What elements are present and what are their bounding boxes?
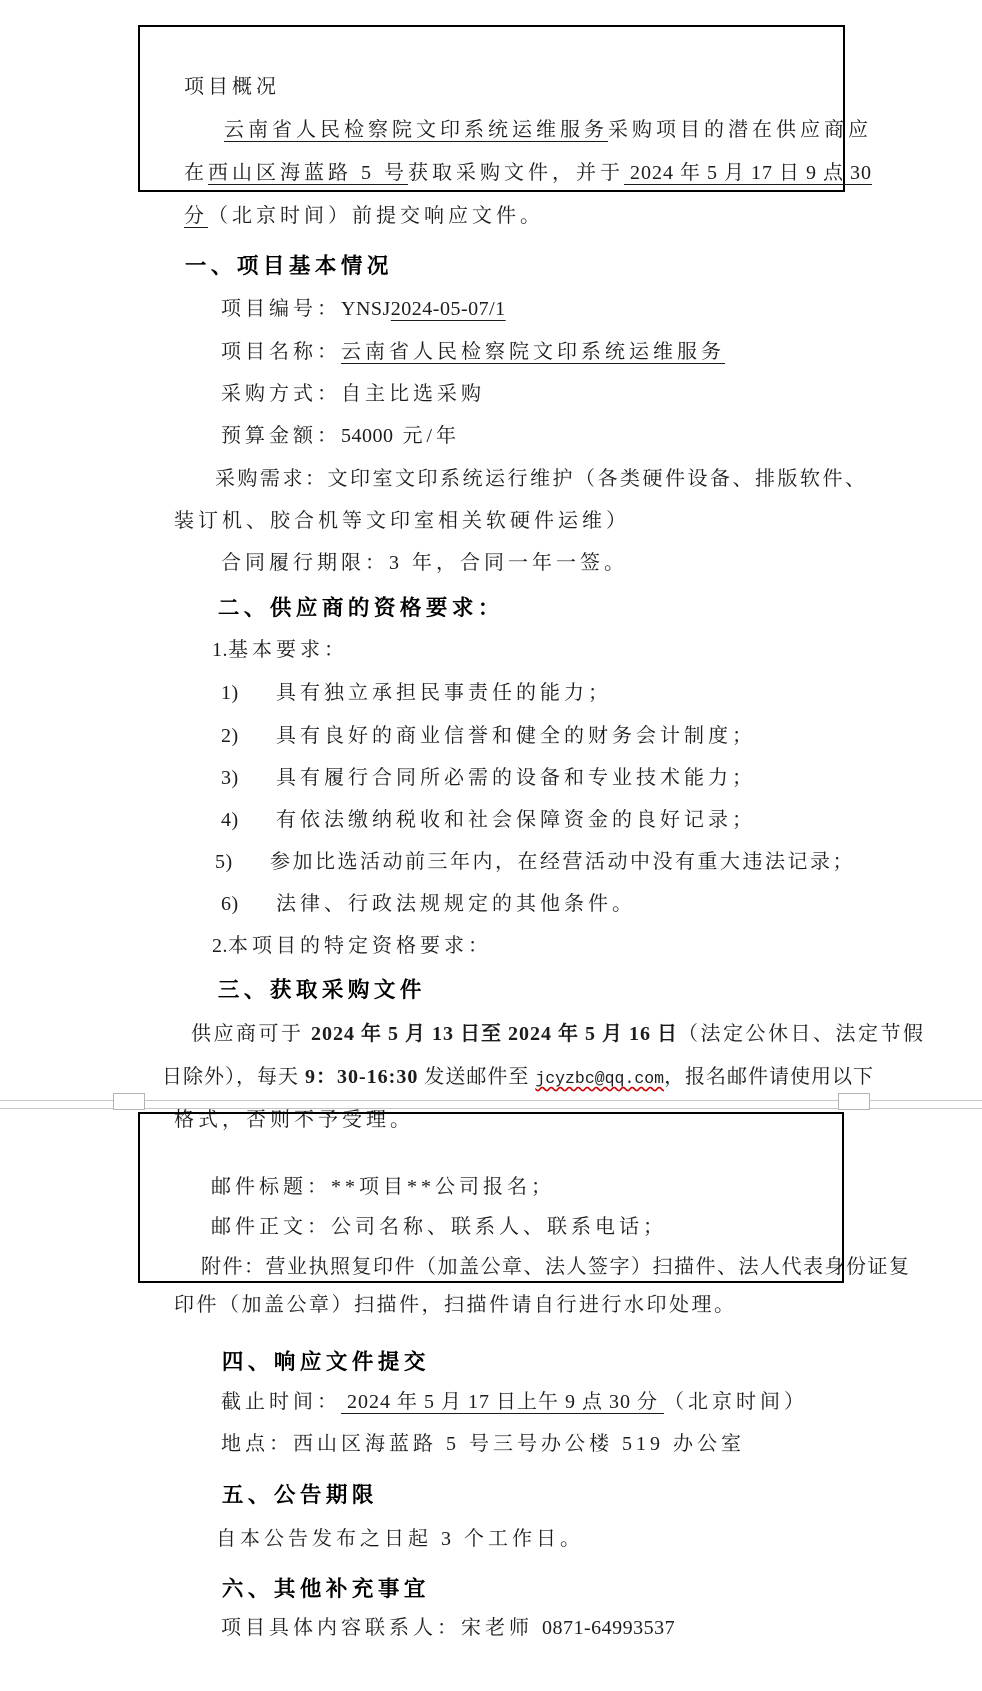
- obtain-docs-line-3: [138, 1057, 414, 1131]
- obtain-docs-line-2: [138, 1014, 875, 1088]
- submission-deadline-line: [185, 1339, 808, 1413]
- section6-heading-text: 六、其他补充事宜: [221, 1577, 430, 1601]
- page-corner-mark-left: [113, 1093, 145, 1110]
- section1-heading-text: 一、项目基本情况: [184, 254, 393, 278]
- demand-line-2: [138, 458, 630, 532]
- overview-line3-pre: 在: [184, 162, 208, 184]
- item-number: 2): [221, 725, 239, 747]
- overview-line3-mid: 获取采购文件，并于: [408, 162, 624, 184]
- email-subject-text: 邮件标题：**项目**公司报名；: [211, 1176, 555, 1198]
- item-number: 1): [221, 682, 239, 704]
- overview-line4-rest: （北京时间）前提交响应文件。: [208, 205, 544, 227]
- special-requirements-no: 2.: [212, 935, 228, 957]
- obtain-docs2-pre: 日除外），每天: [162, 1066, 305, 1088]
- email-subject-line: [175, 1124, 555, 1198]
- section6-heading: [180, 1526, 430, 1601]
- project-number-prefix: YNSJ: [341, 298, 391, 320]
- page-corner-mark-right: [838, 1093, 870, 1110]
- email-body-text: 邮件正文：公司名称、联系人、联系电话；: [211, 1216, 667, 1238]
- overview-line-2: [188, 67, 872, 141]
- overview-line-4: [148, 153, 544, 227]
- obtain-docs-line-1: [161, 971, 926, 1045]
- email-attachment-line-2: [144, 1242, 737, 1316]
- email-body-line: [175, 1164, 667, 1238]
- overview-line2-rest: 采购项目的潜在供应商应: [608, 119, 872, 141]
- contact-label: 项目具体内容联系人：宋老师: [221, 1617, 542, 1639]
- project-name-line: [185, 289, 725, 363]
- project-name-label: 项目名称：: [221, 341, 341, 363]
- budget-label: 预算金额：: [221, 425, 341, 447]
- email-attachment1-text: 附件：营业执照复印件（加盖公章、法人签字）扫描件、法人代表身份证复: [201, 1256, 911, 1278]
- qualification-item: [185, 757, 756, 831]
- deadline-date-underlined: 2024 年 5 月 17 日 9 点 30: [624, 162, 872, 184]
- item-text: 法律、行政法规规定的其他条件。: [276, 893, 636, 915]
- submission-location-line: [185, 1381, 745, 1455]
- qualification-item: [185, 630, 612, 704]
- qualification-item: [185, 841, 636, 915]
- item-text: 参加比选活动前三年内，在经营活动中没有重大违法记录；: [270, 851, 855, 873]
- section5-heading: [180, 1432, 378, 1507]
- item-text: 具有独立承担民事责任的能力；: [276, 682, 612, 704]
- overview-title: [148, 24, 280, 98]
- qualification-item: [185, 673, 756, 747]
- demand-line1-text: 采购需求：文印室文印系统运行维护（各类硬件设备、排版软件、: [215, 468, 868, 490]
- procurement-method-line: [185, 331, 485, 405]
- contact-line: [185, 1565, 676, 1639]
- contact-phone: 0871-64993537: [542, 1617, 676, 1639]
- address-underlined: 西山区海蓝路 5 号: [208, 162, 408, 184]
- item-text: 具有履行合同所必需的设备和专业技术能力；: [276, 767, 756, 789]
- special-requirements-line: [176, 883, 492, 957]
- project-name-value: 云南省人民检察院文印系统运维服务: [341, 341, 725, 363]
- deadline-minute-underlined: 分: [184, 205, 208, 227]
- section5-heading-text: 五、公告期限: [221, 1483, 378, 1507]
- section4-heading-text: 四、响应文件提交: [221, 1350, 430, 1374]
- section2-heading: [176, 545, 504, 620]
- qualification-item: [185, 715, 756, 789]
- submission-location-text: 地点：西山区海蓝路 5 号三号办公楼 519 办公室: [221, 1433, 745, 1455]
- section2-heading-text: 二、供应商的资格要求：: [217, 596, 504, 620]
- budget-line: [185, 373, 461, 447]
- section4-heading: [180, 1299, 430, 1374]
- obtain-docs2-mid: 发送邮件至: [418, 1066, 536, 1088]
- item-number: 5): [215, 851, 233, 873]
- item-number: 6): [221, 893, 239, 915]
- registration-email: jcyzbc@qq.com: [535, 1069, 665, 1088]
- obtain-docs-rest: （法定公休日、法定节假: [678, 1023, 926, 1045]
- contract-term-line: [185, 500, 628, 574]
- demand-line-1: [185, 416, 868, 490]
- section1-heading: [143, 203, 393, 278]
- item-text: 具有良好的商业信誉和健全的财务会计制度；: [276, 725, 756, 747]
- obtain-docs-date-range: 2024 年 5 月 13 日至 2024 年 5 月 16 日: [311, 1023, 678, 1045]
- section3-heading: [176, 927, 426, 1002]
- email-attachment-line-1: [175, 1204, 911, 1278]
- basic-requirements-no: 1.: [212, 639, 228, 661]
- page-break-line-bottom: [0, 1108, 982, 1109]
- item-text: 有依法缴纳税收和社会保障资金的良好记录；: [276, 809, 756, 831]
- project-number-line: [185, 246, 506, 320]
- announcement-period-text: 自本公告发布之日起 3 个工作日。: [216, 1528, 584, 1550]
- item-number: 3): [221, 767, 239, 789]
- special-requirements-title: 本项目的特定资格要求：: [228, 935, 492, 957]
- deadline-value-underlined: 2024 年 5 月 17 日上午 9 点 30 分: [341, 1391, 664, 1413]
- contract-term-text: 合同履行期限：3 年，合同一年一签。: [221, 552, 628, 574]
- item-number: 4): [221, 809, 239, 831]
- obtain-docs-pre: 供应商可于: [191, 1023, 311, 1045]
- project-name-underlined: 云南省人民检察院文印系统运维服务: [224, 119, 608, 141]
- basic-requirements-line: [176, 587, 348, 661]
- section3-heading-text: 三、获取采购文件: [217, 978, 426, 1002]
- page-break-line-top: [0, 1100, 982, 1101]
- project-number-label: 项目编号：: [221, 298, 341, 320]
- announcement-period-line: [180, 1476, 584, 1550]
- deadline-suffix: （北京时间）: [664, 1391, 808, 1413]
- overview-line-3: [148, 110, 872, 184]
- procurement-method-text: 采购方式：自主比选采购: [221, 383, 485, 405]
- obtain-docs2-rest: ，报名邮件请使用以下: [664, 1066, 875, 1088]
- overview-title-text: 项目概况: [184, 76, 280, 98]
- qualification-item: [185, 799, 855, 873]
- deadline-label: 截止时间：: [221, 1391, 341, 1413]
- budget-unit: 元/年: [393, 425, 461, 447]
- email-attachment2-text: 印件（加盖公章）扫描件，扫描件请自行进行水印处理。: [174, 1294, 737, 1316]
- demand-line2-text: 装订机、胶合机等文印室相关软硬件运维）: [174, 510, 630, 532]
- basic-requirements-title: 基本要求：: [228, 639, 348, 661]
- project-number-value: 2024-05-07/1: [390, 298, 506, 320]
- budget-value: 54000: [341, 425, 394, 447]
- obtain-docs-hours: 9：30-16:30: [305, 1066, 419, 1088]
- obtain-docs3-text: 格式，否则不予受理。: [174, 1109, 414, 1131]
